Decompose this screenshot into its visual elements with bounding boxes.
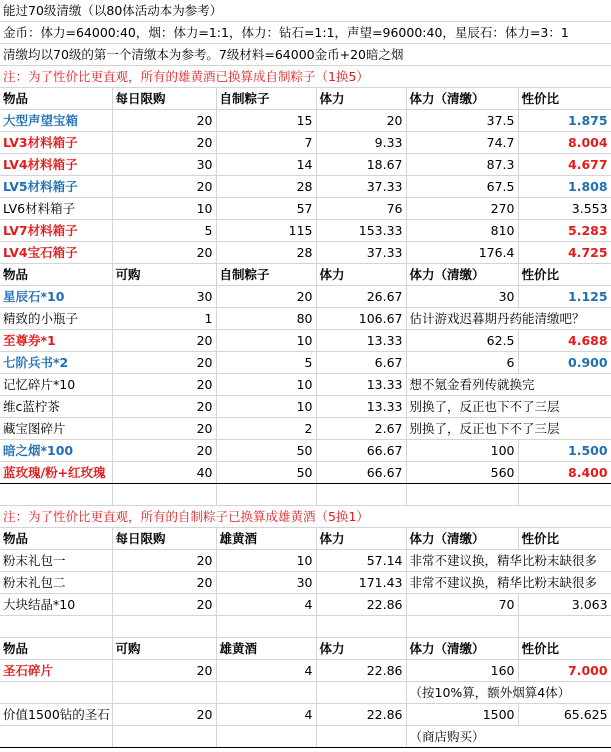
stamina-value[interactable]: 37.33 <box>316 242 406 264</box>
purchasable[interactable]: 20 <box>112 396 216 418</box>
column-header[interactable]: 体力 <box>316 88 406 110</box>
wine-cost[interactable]: 30 <box>216 572 316 594</box>
zongzi-cost[interactable]: 50 <box>216 440 316 462</box>
value-ratio[interactable]: 0.900 <box>518 352 611 374</box>
purchasable[interactable]: 20 <box>112 660 216 682</box>
empty-cell[interactable] <box>0 682 112 704</box>
purchasable[interactable]: 1 <box>112 308 216 330</box>
empty-cell[interactable] <box>406 616 518 638</box>
table-row <box>0 308 611 330</box>
clear-stamina[interactable]: 67.5 <box>406 176 518 198</box>
table-row <box>0 704 611 726</box>
table-row <box>0 286 611 308</box>
column-header[interactable]: 性价比 <box>518 638 611 660</box>
stamina-value[interactable]: 18.67 <box>316 154 406 176</box>
purchasable[interactable]: 20 <box>112 418 216 440</box>
column-header[interactable]: 可购 <box>112 264 216 286</box>
intro-rates-cell[interactable]: 金币：体力=64000:40，烟：体力=1:1，体力：钻石=1:1，声望=96000:40，星辰石：体力=3：1 <box>0 22 611 44</box>
column-header[interactable]: 雄黄酒 <box>216 528 316 550</box>
value-ratio[interactable]: 7.000 <box>518 660 611 682</box>
value-ratio[interactable]: 1.875 <box>518 110 611 132</box>
stamina-value[interactable]: 22.86 <box>316 660 406 682</box>
clear-stamina[interactable]: 70 <box>406 594 518 616</box>
table-row <box>0 110 611 132</box>
zongzi-cost[interactable]: 20 <box>216 286 316 308</box>
section2-note-cell[interactable]: 注：为了性价比更直观，所有的自制粽子已换算成雄黄酒（5换1） <box>0 506 611 528</box>
table-row <box>0 374 611 396</box>
empty-cell[interactable] <box>316 682 406 704</box>
zongzi-cost[interactable]: 7 <box>216 132 316 154</box>
empty-cell[interactable] <box>406 484 518 506</box>
clear-stamina[interactable]: 176.4 <box>406 242 518 264</box>
zongzi-cost[interactable]: 28 <box>216 242 316 264</box>
item-name[interactable]: 暗之烟*100 <box>0 440 112 462</box>
empty-cell[interactable] <box>0 484 112 506</box>
item-name[interactable]: LV4宝石箱子 <box>0 242 112 264</box>
daily-limit[interactable]: 5 <box>112 220 216 242</box>
value-ratio[interactable]: 5.283 <box>518 220 611 242</box>
column-header[interactable]: 物品 <box>0 528 112 550</box>
empty-cell[interactable] <box>216 616 316 638</box>
column-header[interactable]: 可购 <box>112 638 216 660</box>
stamina-value[interactable]: 37.33 <box>316 176 406 198</box>
spacer-row <box>0 484 611 506</box>
table-row <box>0 154 611 176</box>
item-name[interactable]: 维c蓝柠茶 <box>0 396 112 418</box>
zongzi-cost[interactable]: 15 <box>216 110 316 132</box>
stamina-value[interactable]: 26.67 <box>316 286 406 308</box>
wine-cost[interactable]: 4 <box>216 704 316 726</box>
clear-stamina[interactable]: 30 <box>406 286 518 308</box>
empty-cell[interactable] <box>0 726 112 748</box>
daily-limit[interactable]: 20 <box>112 550 216 572</box>
item-name[interactable]: 大型声望宝箱 <box>0 110 112 132</box>
section2-note <box>0 506 611 528</box>
value-ratio[interactable]: 4.725 <box>518 242 611 264</box>
wine-cost[interactable]: 4 <box>216 660 316 682</box>
column-header[interactable]: 体力 <box>316 528 406 550</box>
purchasable[interactable]: 20 <box>112 374 216 396</box>
item-name[interactable]: 蓝玫瑰/粉+红玫瑰 <box>0 462 112 484</box>
stamina-value[interactable]: 9.33 <box>316 132 406 154</box>
item-name[interactable]: 圣石碎片 <box>0 660 112 682</box>
zongzi-cost[interactable]: 14 <box>216 154 316 176</box>
clear-stamina[interactable]: 100 <box>406 440 518 462</box>
empty-cell[interactable] <box>316 484 406 506</box>
column-header[interactable]: 性价比 <box>518 88 611 110</box>
table-row <box>0 396 611 418</box>
stamina-value[interactable]: 22.86 <box>316 594 406 616</box>
item-note[interactable]: 想不氪金看列传就换完 <box>406 374 611 396</box>
value-ratio[interactable]: 4.688 <box>518 330 611 352</box>
annotation-note[interactable]: （商店购买） <box>406 726 611 748</box>
empty-cell[interactable] <box>112 484 216 506</box>
intro-rates <box>0 22 611 44</box>
value-ratio[interactable]: 65.625 <box>518 704 611 726</box>
clear-stamina[interactable]: 74.7 <box>406 132 518 154</box>
zongzi-cost[interactable]: 115 <box>216 220 316 242</box>
intro-basis <box>0 44 611 66</box>
column-header[interactable]: 体力（清缴） <box>406 264 518 286</box>
empty-cell[interactable] <box>216 682 316 704</box>
stamina-value[interactable]: 66.67 <box>316 462 406 484</box>
spacer-row <box>0 616 611 638</box>
value-ratio[interactable]: 8.004 <box>518 132 611 154</box>
column-header[interactable]: 体力 <box>316 638 406 660</box>
purchasable[interactable]: 30 <box>112 286 216 308</box>
value-ratio[interactable]: 1.808 <box>518 176 611 198</box>
column-header[interactable]: 性价比 <box>518 528 611 550</box>
clear-stamina[interactable]: 6 <box>406 352 518 374</box>
table-row <box>0 572 611 594</box>
column-header[interactable]: 体力（清缴） <box>406 528 518 550</box>
value-ratio[interactable]: 1.125 <box>518 286 611 308</box>
column-header[interactable]: 物品 <box>0 88 112 110</box>
daily-limit[interactable]: 20 <box>112 242 216 264</box>
annotation-row <box>0 682 611 704</box>
purchasable[interactable]: 20 <box>112 704 216 726</box>
stamina-value[interactable]: 2.67 <box>316 418 406 440</box>
value-ratio[interactable]: 1.500 <box>518 440 611 462</box>
daily-limit[interactable]: 20 <box>112 176 216 198</box>
item-name[interactable]: 记忆碎片*10 <box>0 374 112 396</box>
zongzi-cost[interactable]: 80 <box>216 308 316 330</box>
clear-stamina[interactable]: 810 <box>406 220 518 242</box>
item-note[interactable]: 非常不建议换，精华比粉末缺很多 <box>406 572 611 594</box>
daily-limit[interactable]: 20 <box>112 594 216 616</box>
value-ratio[interactable]: 4.677 <box>518 154 611 176</box>
table-row <box>0 660 611 682</box>
empty-cell[interactable] <box>216 726 316 748</box>
item-name[interactable]: 粉末礼包一 <box>0 550 112 572</box>
stamina-value[interactable]: 66.67 <box>316 440 406 462</box>
table-row <box>0 242 611 264</box>
table-row <box>0 550 611 572</box>
stamina-value[interactable]: 20 <box>316 110 406 132</box>
zongzi-cost[interactable]: 5 <box>216 352 316 374</box>
table-row <box>0 176 611 198</box>
daily-limit[interactable]: 20 <box>112 110 216 132</box>
wine-cost[interactable]: 4 <box>216 594 316 616</box>
intro-basis-cell[interactable]: 清缴均以70级的第一个清缴本为参考。7级材料=64000金币+20暗之烟 <box>0 44 611 66</box>
clear-stamina[interactable]: 37.5 <box>406 110 518 132</box>
clear-stamina[interactable]: 270 <box>406 198 518 220</box>
item-name[interactable]: 七阶兵书*2 <box>0 352 112 374</box>
clear-stamina[interactable]: 1500 <box>406 704 518 726</box>
item-note[interactable]: 别换了，反正也下不了三层 <box>406 396 611 418</box>
intro-title-cell[interactable]: 能过70级清缴（以80体活动本为参考） <box>0 0 611 22</box>
value-ratio[interactable]: 3.063 <box>518 594 611 616</box>
item-name[interactable]: LV3材料箱子 <box>0 132 112 154</box>
column-header[interactable]: 自制粽子 <box>216 88 316 110</box>
stamina-value[interactable]: 171.43 <box>316 572 406 594</box>
empty-cell[interactable] <box>518 484 611 506</box>
intro-note <box>0 66 611 88</box>
item-name[interactable]: 星辰石*10 <box>0 286 112 308</box>
item-name[interactable]: LV7材料箱子 <box>0 220 112 242</box>
table-row <box>0 330 611 352</box>
empty-cell[interactable] <box>316 726 406 748</box>
zongzi-cost[interactable]: 28 <box>216 176 316 198</box>
column-header[interactable]: 体力 <box>316 264 406 286</box>
table-row <box>0 462 611 484</box>
column-header[interactable]: 自制粽子 <box>216 264 316 286</box>
item-note[interactable]: 估计游戏迟暮期丹药能清缴吧？ <box>406 308 611 330</box>
purchasable[interactable]: 40 <box>112 462 216 484</box>
zongzi-cost[interactable]: 57 <box>216 198 316 220</box>
column-header[interactable]: 每日限购 <box>112 88 216 110</box>
empty-cell[interactable] <box>112 682 216 704</box>
column-header[interactable]: 体力（清缴） <box>406 638 518 660</box>
daily-limit[interactable]: 20 <box>112 132 216 154</box>
table-row <box>0 418 611 440</box>
zongzi-cost[interactable]: 10 <box>216 330 316 352</box>
item-name[interactable]: 精致的小瓶子 <box>0 308 112 330</box>
item-name[interactable]: 至尊券*1 <box>0 330 112 352</box>
stamina-value[interactable]: 22.86 <box>316 704 406 726</box>
stamina-value[interactable]: 13.33 <box>316 374 406 396</box>
item-note[interactable]: 别换了，反正也下不了三层 <box>406 418 611 440</box>
intro-title <box>0 0 611 22</box>
zongzi-cost[interactable]: 2 <box>216 418 316 440</box>
item-name[interactable]: 价值1500钻的圣石 <box>0 704 112 726</box>
empty-cell[interactable] <box>112 726 216 748</box>
stamina-value[interactable]: 106.67 <box>316 308 406 330</box>
column-header[interactable]: 每日限购 <box>112 528 216 550</box>
column-header[interactable]: 性价比 <box>518 264 611 286</box>
clear-stamina[interactable]: 560 <box>406 462 518 484</box>
purchasable[interactable]: 20 <box>112 330 216 352</box>
column-header[interactable]: 体力（清缴） <box>406 88 518 110</box>
daily-limit[interactable]: 30 <box>112 154 216 176</box>
stamina-value[interactable]: 13.33 <box>316 396 406 418</box>
clear-stamina[interactable]: 87.3 <box>406 154 518 176</box>
clear-stamina[interactable]: 62.5 <box>406 330 518 352</box>
stamina-value[interactable]: 57.14 <box>316 550 406 572</box>
section1-header-row-2 <box>0 264 611 286</box>
clear-stamina[interactable]: 160 <box>406 660 518 682</box>
item-name[interactable]: LV6材料箱子 <box>0 198 112 220</box>
annotation-note[interactable]: （按10%算，额外烟算4体） <box>406 682 611 704</box>
daily-limit[interactable]: 10 <box>112 198 216 220</box>
section2-header-row-2 <box>0 638 611 660</box>
column-header[interactable]: 雄黄酒 <box>216 638 316 660</box>
annotation-row <box>0 726 611 748</box>
column-header[interactable]: 物品 <box>0 638 112 660</box>
column-header[interactable]: 物品 <box>0 264 112 286</box>
section1-header-row <box>0 88 611 110</box>
item-name[interactable]: LV5材料箱子 <box>0 176 112 198</box>
item-name[interactable]: 大块结晶*10 <box>0 594 112 616</box>
purchasable[interactable]: 20 <box>112 440 216 462</box>
intro-note-cell[interactable]: 注：为了性价比更直观，所有的雄黄酒已换算成自制粽子（1换5） <box>0 66 611 88</box>
daily-limit[interactable]: 20 <box>112 572 216 594</box>
table-row <box>0 220 611 242</box>
item-name[interactable]: 粉末礼包二 <box>0 572 112 594</box>
value-ratio[interactable]: 3.553 <box>518 198 611 220</box>
item-name[interactable]: LV4材料箱子 <box>0 154 112 176</box>
zongzi-cost[interactable]: 10 <box>216 374 316 396</box>
item-name[interactable]: 藏宝图碎片 <box>0 418 112 440</box>
table-row <box>0 198 611 220</box>
empty-cell[interactable] <box>518 616 611 638</box>
item-note[interactable]: 非常不建议换，精华比粉末缺很多 <box>406 550 611 572</box>
table-row <box>0 594 611 616</box>
value-ratio[interactable]: 8.400 <box>518 462 611 484</box>
empty-cell[interactable] <box>112 616 216 638</box>
table-row <box>0 132 611 154</box>
stamina-value[interactable]: 13.33 <box>316 330 406 352</box>
empty-cell[interactable] <box>0 616 112 638</box>
zongzi-cost[interactable]: 10 <box>216 396 316 418</box>
table-row <box>0 440 611 462</box>
zongzi-cost[interactable]: 50 <box>216 462 316 484</box>
table-row <box>0 352 611 374</box>
stamina-value[interactable]: 76 <box>316 198 406 220</box>
stamina-value[interactable]: 6.67 <box>316 352 406 374</box>
stamina-value[interactable]: 153.33 <box>316 220 406 242</box>
wine-cost[interactable]: 10 <box>216 550 316 572</box>
purchasable[interactable]: 20 <box>112 352 216 374</box>
empty-cell[interactable] <box>316 616 406 638</box>
section2-header-row <box>0 528 611 550</box>
empty-cell[interactable] <box>216 484 316 506</box>
